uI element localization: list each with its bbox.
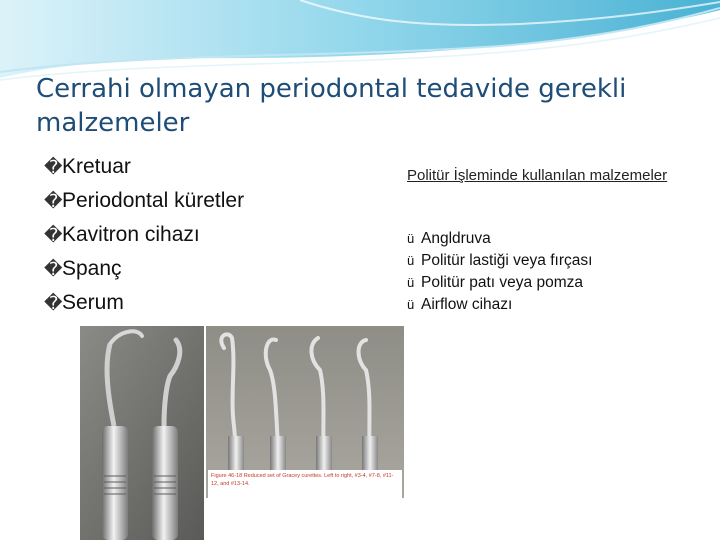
tools-list [44,150,244,320]
bullet-glyph: � [44,259,63,279]
bullet-glyph: � [44,157,63,177]
list-item [407,228,592,250]
list-item-text: Spanç [62,257,122,280]
polishing-list [407,228,592,316]
check-bullet-glyph: ü [407,253,415,268]
list-item [407,294,592,316]
list-item-text: Kretuar [62,155,131,178]
list-item-text: Airflow cihazı [421,296,513,313]
list-item-text: Politür lastiği veya fırçası [421,252,593,269]
check-bullet-glyph: ü [407,275,415,290]
list-item-text: Angldruva [421,230,491,247]
slide-title: Cerrahi olmayan periodontal tedavide gerekli malzemeler [36,74,627,138]
bullet-glyph: � [44,293,63,313]
list-item-text: Politür patı veya pomza [421,274,583,291]
check-bullet-glyph: ü [407,231,415,246]
scaler-instruments-photo [80,326,204,540]
list-item [44,150,244,184]
list-item [44,184,244,218]
bullet-glyph: � [44,225,63,245]
list-item [407,250,592,272]
list-item [44,218,244,252]
check-bullet-glyph: ü [407,297,415,312]
list-item [44,286,244,320]
list-item-text: Kavitron cihazı [62,223,200,246]
list-item [407,272,592,294]
figure-caption: Figure 46-18 Reduced set of Gracey curettes. Left to right, #3-4, #7-8, #11-12, and #13-14. [208,470,402,498]
polishing-heading: Politür İşleminde kullanılan malzemeler [407,167,668,184]
bullet-glyph: � [44,191,63,211]
list-item-text: Periodontal küretler [62,189,245,212]
list-item-text: Serum [62,291,124,314]
list-item [44,252,244,286]
